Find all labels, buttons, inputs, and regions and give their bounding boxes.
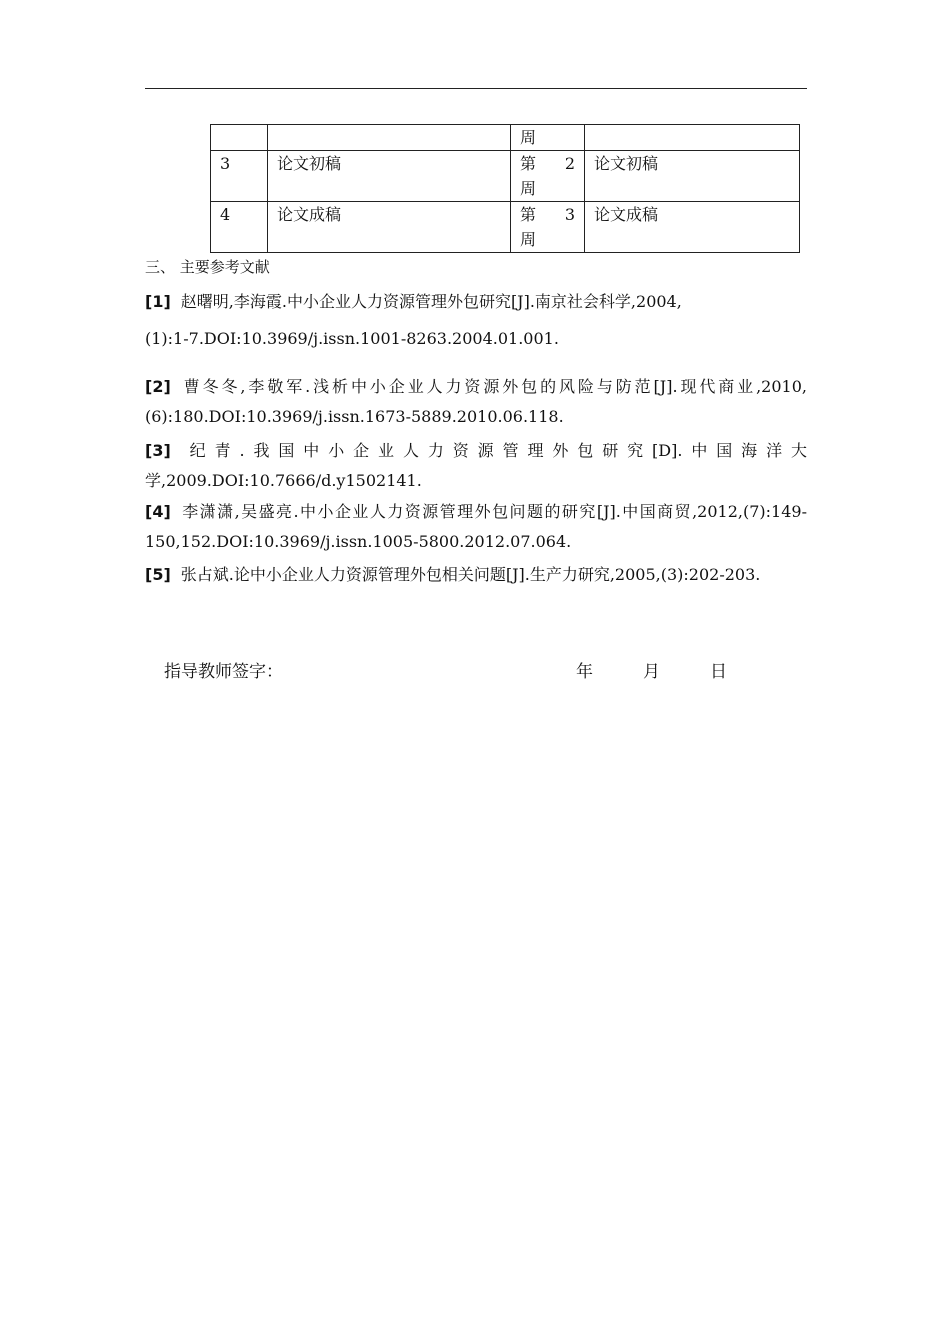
result-cell: 论文成稿: [585, 202, 800, 253]
task-cell: 论文成稿: [268, 202, 511, 253]
week-unit: 周: [520, 128, 537, 147]
row-number: 3: [211, 151, 268, 202]
signature-year: 年: [576, 662, 593, 682]
table-row: [211, 125, 800, 151]
week-cell: [511, 202, 585, 253]
result-cell: 论文初稿: [585, 151, 800, 202]
reference-item: [145, 497, 807, 557]
week-cell: [511, 151, 585, 202]
table-row: [211, 151, 800, 202]
reference-item: [145, 287, 807, 317]
week-unit: 周: [520, 179, 537, 198]
table-row: [211, 202, 800, 253]
week-prefix: 第: [520, 205, 537, 224]
advisor-signature-label: 指导教师签字：: [164, 662, 283, 682]
row-number: [211, 125, 268, 151]
reference-item: [145, 436, 807, 496]
signature-day: 日: [710, 662, 727, 682]
reference-number: [1]: [145, 292, 171, 311]
reference-number: [2]: [145, 377, 171, 396]
task-cell: 论文初稿: [268, 151, 511, 202]
week-unit: 周: [520, 230, 537, 249]
schedule-table: [210, 124, 800, 253]
week-cell: [511, 125, 585, 151]
result-cell: [585, 125, 800, 151]
signature-month: 月: [643, 662, 660, 682]
reference-item: [145, 372, 807, 432]
reference-text: 张占斌.论中小企业人力资源管理外包相关问题[J].生产力研究,2005,(3):202-203.: [180, 565, 761, 584]
week-number: 2: [564, 154, 575, 173]
reference-number: [5]: [145, 565, 171, 584]
reference-item: [145, 560, 807, 590]
reference-number: [3]: [145, 441, 171, 460]
reference-text: 李潇潇,吴盛亮.中小企业人力资源管理外包问题的研究[J].中国商贸,2012,(7):149-150,152.DOI:10.3969/j.issn.1005-5800.2012.07.064.: [145, 502, 807, 551]
header-rule: [145, 88, 807, 89]
week-prefix: 第: [520, 154, 537, 173]
references-heading: 三、 主要参考文献: [145, 258, 270, 276]
row-number: 4: [211, 202, 268, 253]
reference-text: 赵曙明,李海霞.中小企业人力资源管理外包研究[J].南京社会科学,2004,: [180, 292, 682, 311]
reference-text: 曹冬冬,李敬军.浅析中小企业人力资源外包的风险与防范[J].现代商业,2010,(6):180.DOI:10.3969/j.issn.1673-5889.2010.06.118.: [145, 377, 807, 426]
reference-number: [4]: [145, 502, 171, 521]
task-cell: [268, 125, 511, 151]
reference-continuation: (1):1-7.DOI:10.3969/j.issn.1001-8263.2004.01.001.: [145, 329, 559, 348]
reference-text: 纪青.我国中小企业人力资源管理外包研究[D].中国海洋大学,2009.DOI:10.7666/d.y1502141.: [145, 441, 807, 490]
week-number: 3: [564, 205, 575, 224]
